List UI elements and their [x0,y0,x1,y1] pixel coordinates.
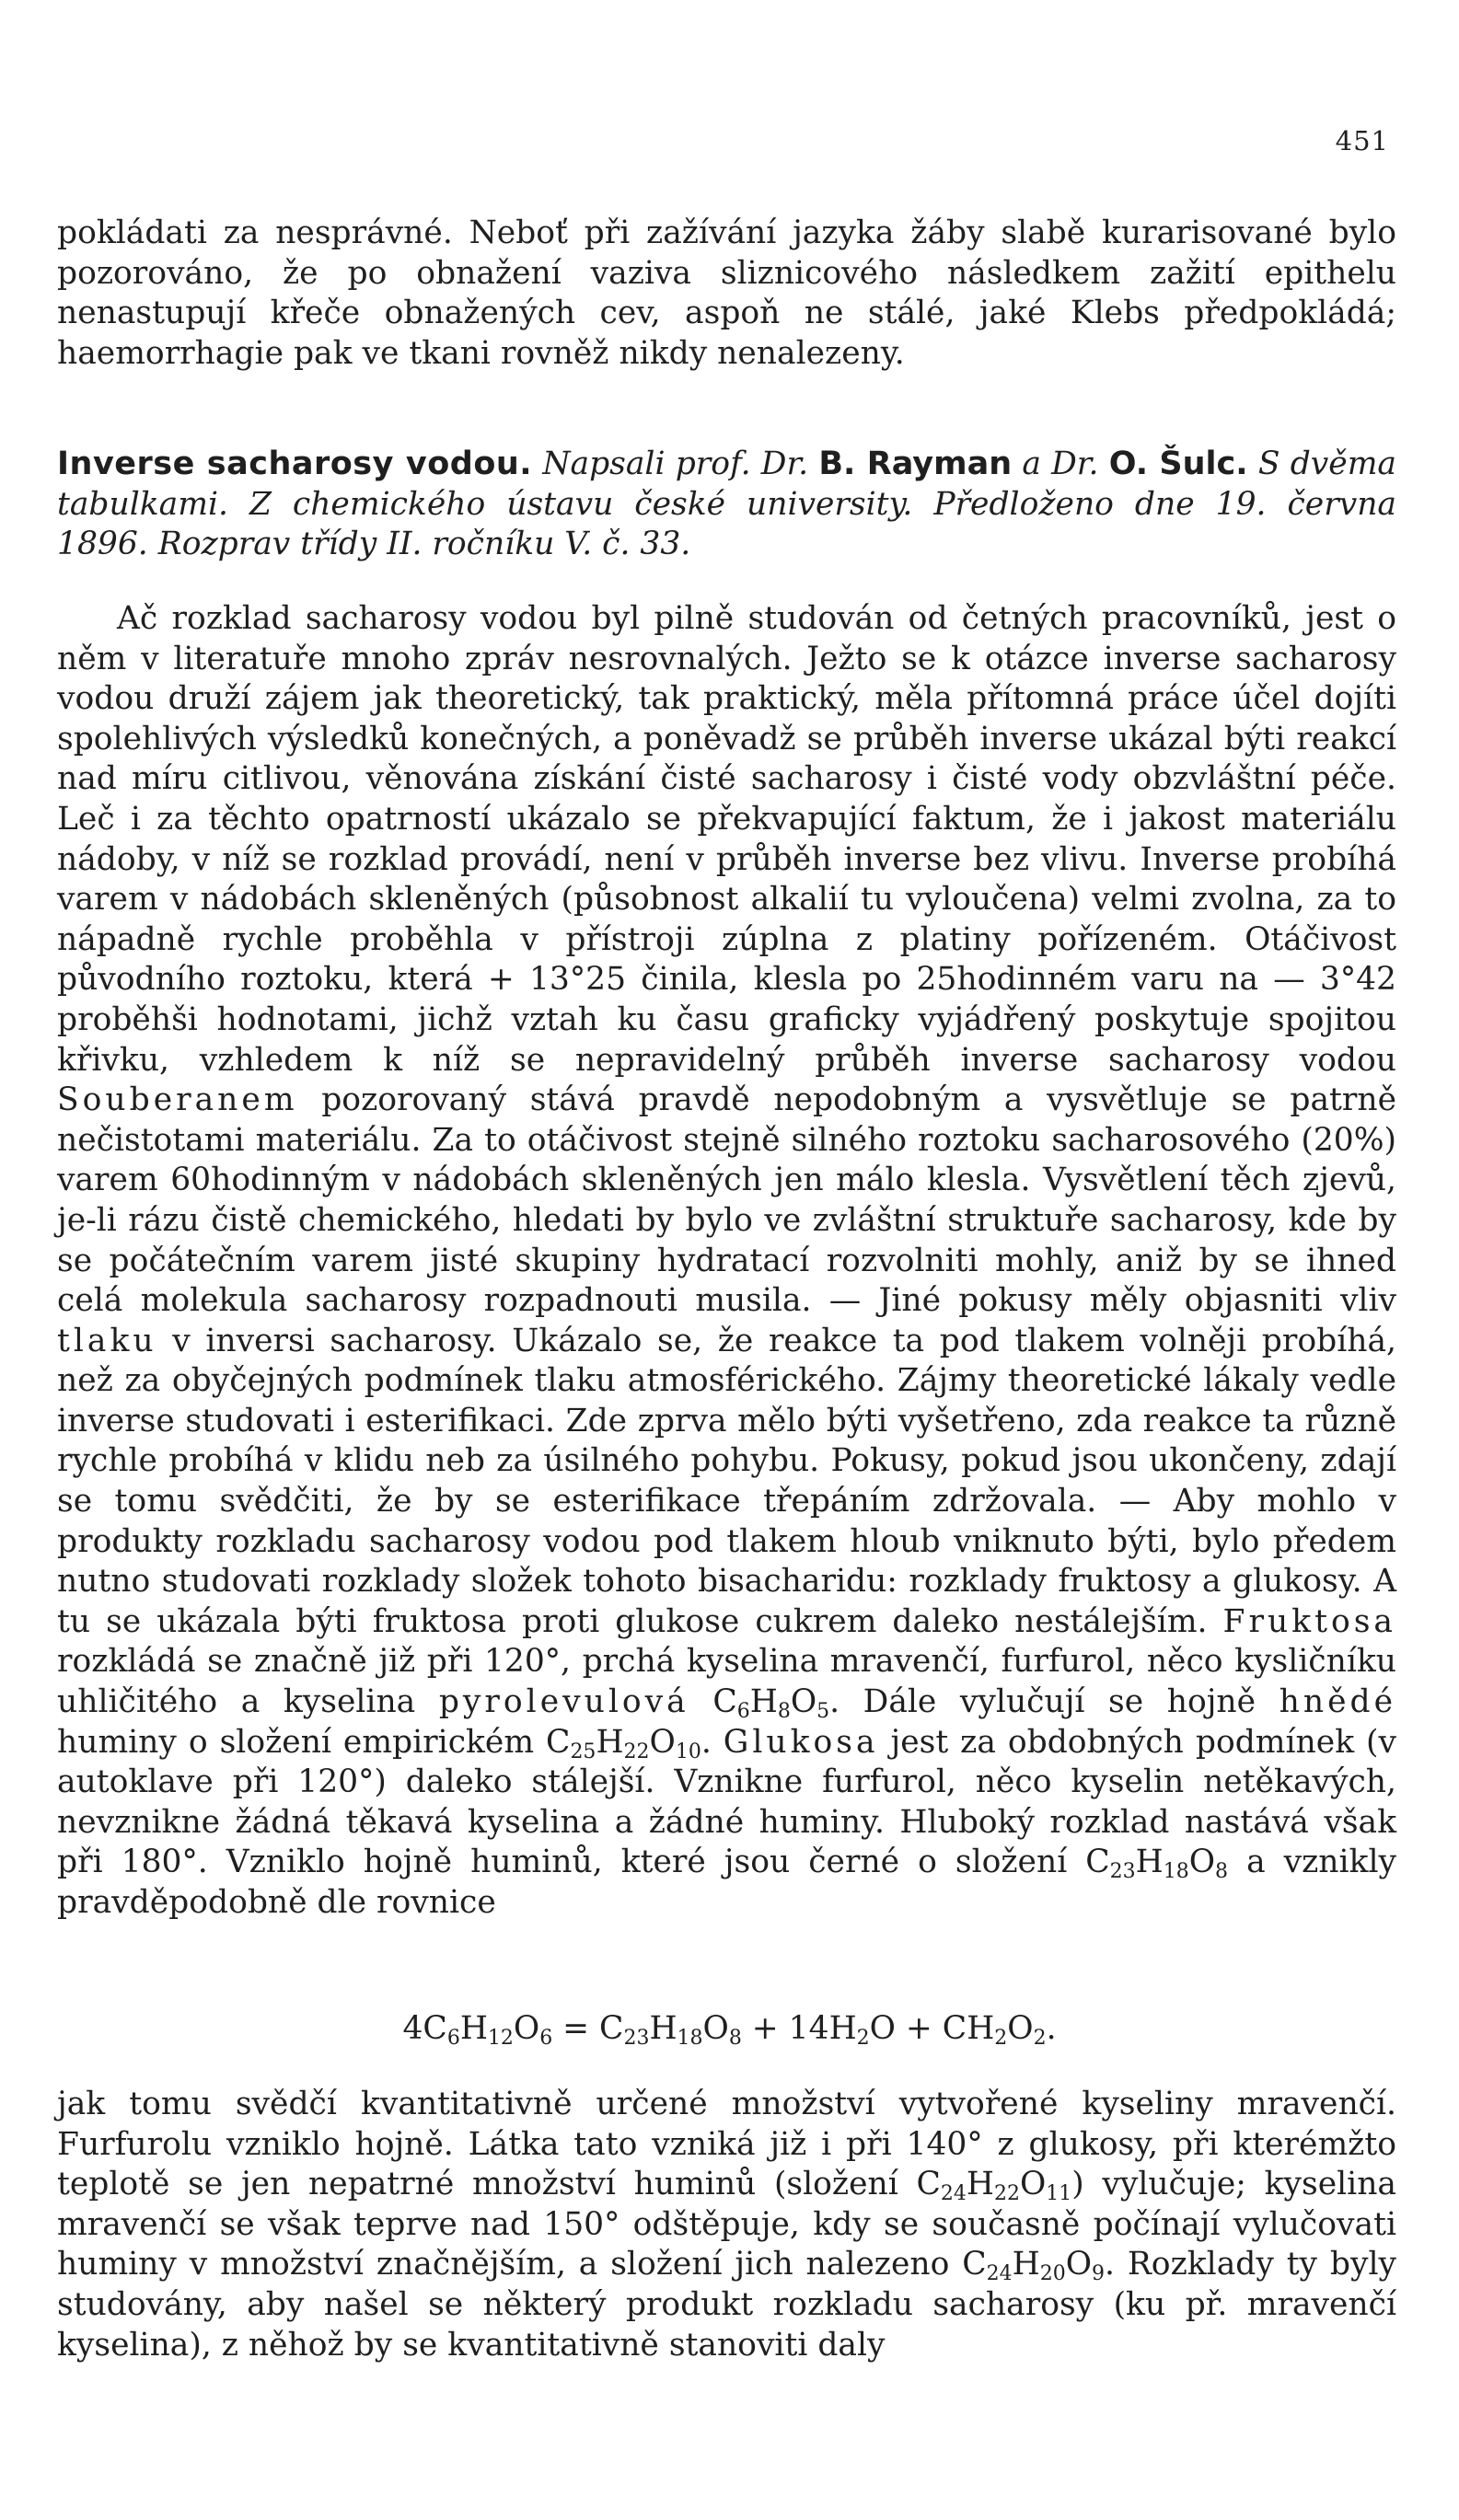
chemical-formula: $C_6H_8O_5$ [712,1683,830,1724]
spaced-term: Glukosa [723,1723,879,1761]
byline-suffix: S dvěma tabulkami. Z chemického ústavu české university. Předloženo dne 19. června 1896. Rozprav třídy II. ročníku V. č. 33. [57,445,1396,563]
closing-paragraph [57,2085,1396,2365]
chemical-formula: $C_{23}H_{18}O_8$ [1085,1844,1229,1884]
spaced-term: pyrolevulová [438,1683,689,1721]
spaced-name: Souberanem [57,1081,298,1119]
chemical-equation: $4C_6H_{12}O_6 = C_{23}H_{18}O_8 + 14H_2O + CH_2O_2$. [402,2010,1057,2050]
paragraph-text: jest za obdobných podmínek (v autoklave při 120°) daleko stálejší. Vznikne furfurol, něco kyselin netěkavých, nevznikne žádná těkavá kyselina a žádné huminy. Hluboký rozklad nastává však při 180°. Vzniklo hojně huminů, které jsou černé o složení [57,1723,1397,1881]
chemical-formula: $C_{25}H_{22}O_{10}$ [546,1723,701,1763]
intro-text: pokládati za nesprávné. Neboť při zažívání jazyka žáby slabě kurarisované bylo pozorováno, že po obnažení vaziva sliznicového následkem zažití epithelu nenastupují křeče obnažených cev, aspoň ne stálé, jaké Klebs předpokládá; haemorrhagie pak ve tkani rovněž nikdy nenalezeny. [57,214,1396,372]
paragraph-text: rozkládá se značně již při 120°, prchá kyselina mravenčí, furfurol, něco kysličníku uhličitého a kyselina [57,1643,1396,1721]
paragraph-text: . [701,1723,712,1761]
paragraph-text: pozorovaný stává pravdě nepodobným a vysvětluje se patrně nečistotami materiálu. Za to otáčivost stejně silného roztoku sacharosového (20%) varem 60hodinným v nádobách skleněných jen málo klesla. Vysvětlení těch zjevů, je-li rázu čistě chemického, hledati by bylo ve zvláštní struktuře sacharosy, kde by se počátečním varem jisté skupiny hydratací rozvolniti mohly, aniž by se ihned celá molekula sacharosy rozpadnouti musila. — Jiné pokusy měly objasniti vliv [57,1081,1397,1320]
article-heading [57,445,1396,565]
article-title: Inverse sacharosy vodou. [57,445,533,482]
paragraph-text: Ač rozklad sacharosy vodou byl pilně studován od četných pracovníků, jest o něm v literatuře mnoho zpráv nesrovnalých. Ježto se k otázce inverse sacharosy vodou druží zájem jak theoretický, tak praktický, měla přítomná práce účel dojíti spolehlivých výsledků konečných, a poněvadž se průběh inverse ukázal býti reakcí nad míru citlivou, věnována získání čisté sacharosy i čisté vody obzvláštní péče. Leč i za těchto opatrností ukázalo se překvapující faktum, že i jakost materiálu nádoby, v níž se rozklad provádí, není v průběh inverse bez vlivu. Inverse probíhá varem v nádobách skleněných (působnost alkalií tu vyloučena) velmi zvolna, za to nápadně rychle proběhla v přístroji zúplna z platiny pořízeném. Otáčivost původního roztoku, která + 13°25 činila, klesla po 25hodinném varu na — 3°42 proběhši hodnotami, jichž vztah ku času graficky vyjádřený poskytuje spojitou křivku, vzhledem k níž se nepravidelný průběh inverse sacharosy vodou [57,600,1396,1079]
page-number: 451 [1335,125,1389,156]
closing-text: jak tomu svědčí kvantitativně určené množství vytvořené kyseliny mravenčí. Furfurolu vzniklo hojně. Látka tato vzniká již i při 140° z glukosy, při kterémžto teplotě se jen nepatrné množství huminů (složení $C_{24}H_{22}O_{11}$) vylučuje; kyselina mravenčí se však teprve nad 150° odštěpuje, kdy se současně počínají vylučovati huminy v množství značnějším, a složení jich nalezeno $C_{24}H_{20}O_9$. Rozklady ty byly studovány, aby našel se některý produkt rozkladu sacharosy (ku př. mravenčí kyselina), z něhož by se kvantitativně stanoviti daly [57,2086,1397,2364]
spaced-term: hnědé [1279,1683,1397,1721]
author-2: O. Šulc. [1108,445,1248,482]
main-paragraph [57,599,1396,1924]
paragraph-text: huminy o složení empirickém [57,1723,535,1761]
author-1: B. Rayman [818,445,1013,482]
spaced-term: Fruktosa [1222,1602,1396,1640]
paragraph-text: a vznikly pravděpodobně dle rovnice [57,1844,1396,1921]
byline-prefix: Napsali prof. Dr. [542,445,809,482]
paragraph-text: . Dále vylučují se hojně [829,1683,1256,1721]
paragraph-text: v inversi sacharosy. Ukázalo se, že reakce ta pod tlakem volněji probíhá, než za obyčejných podmínek tlaku atmosférického. Zájmy theoretické lákaly vedle inverse studovati i esterifikaci. Zde zprva mělo býti vyšetřeno, zda reakce ta různě rychle probíhá v klidu neb za úsilného pohybu. Pokusy, pokud jsou ukončeny, zdají se tomu svědčiti, že by se esterifikace třepáním zdržovala. — Aby mohlo v produkty rozkladu sacharosy vodou pod tlakem hloub vniknuto býti, bylo předem nutno studovati rozklady složek tohoto bisacharidu: rozklady fruktosy a glukosy. A tu se ukázala býti fruktosa proti glukose cukrem daleko nestálejším. [57,1322,1396,1640]
intro-paragraph [57,214,1396,374]
byline-middle: a Dr. [1022,445,1099,482]
spaced-term: tlaku [57,1322,157,1359]
